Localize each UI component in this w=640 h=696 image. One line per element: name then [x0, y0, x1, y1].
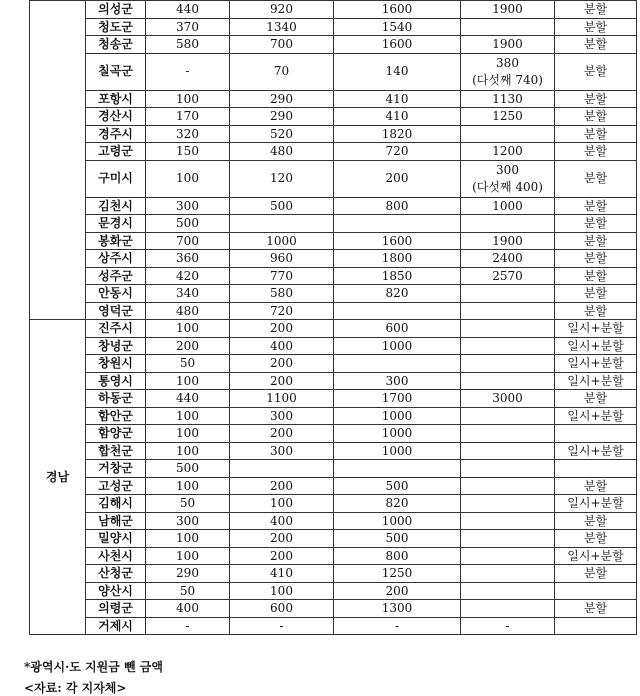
fourth-child-amount — [461, 425, 555, 443]
payment-method: 분할 — [555, 512, 637, 530]
second-child-amount: 200 — [230, 547, 334, 565]
third-child-amount: 600 — [334, 320, 461, 338]
payment-method — [555, 460, 637, 478]
first-child-amount: 100 — [146, 407, 230, 425]
payment-method: 일시+분할 — [555, 547, 637, 565]
municipality-cell: 거제시 — [86, 617, 146, 635]
fourth-child-amount — [461, 547, 555, 565]
payment-method: 분할 — [555, 250, 637, 268]
municipality-cell: 합천군 — [86, 442, 146, 460]
second-child-amount: - — [230, 617, 334, 635]
table-row — [30, 285, 637, 303]
payment-method — [555, 582, 637, 600]
municipality-cell: 통영시 — [86, 372, 146, 390]
second-child-amount: 200 — [230, 355, 334, 373]
fourth-child-amount: 1250 — [461, 108, 555, 126]
payment-method: 분할 — [555, 143, 637, 161]
table-row — [30, 90, 637, 108]
table-row — [30, 125, 637, 143]
table-row — [30, 108, 637, 126]
third-child-amount: - — [334, 617, 461, 635]
first-child-amount: 300 — [146, 512, 230, 530]
third-child-amount: 1600 — [334, 232, 461, 250]
payment-method: 분할 — [555, 565, 637, 583]
first-child-amount: 440 — [146, 1, 230, 19]
second-child-amount: 720 — [230, 302, 334, 320]
payment-method — [555, 617, 637, 635]
second-child-amount: 400 — [230, 337, 334, 355]
first-child-amount: 50 — [146, 355, 230, 373]
table-row — [30, 582, 637, 600]
second-child-amount: 600 — [230, 600, 334, 618]
footnote: *광역시·도 지원금 뺀 금액 — [24, 660, 163, 674]
third-child-amount: 1000 — [334, 407, 461, 425]
fourth-child-amount — [461, 442, 555, 460]
second-child-amount: 100 — [230, 495, 334, 513]
payment-method: 분할 — [555, 18, 637, 36]
payment-method — [555, 425, 637, 443]
first-child-amount: 100 — [146, 530, 230, 548]
first-child-amount: - — [146, 53, 230, 90]
third-child-amount: 1000 — [334, 337, 461, 355]
municipality-cell: 의성군 — [86, 1, 146, 19]
municipality-cell: 하동군 — [86, 390, 146, 408]
third-child-amount: 200 — [334, 582, 461, 600]
second-child-amount: 200 — [230, 425, 334, 443]
payment-method: 분할 — [555, 477, 637, 495]
table-row — [30, 495, 637, 513]
payment-method: 일시+분할 — [555, 442, 637, 460]
second-child-amount: 200 — [230, 372, 334, 390]
third-child-amount: 1000 — [334, 442, 461, 460]
municipality-cell: 포항시 — [86, 90, 146, 108]
table-row — [30, 320, 637, 338]
municipality-cell: 구미시 — [86, 160, 146, 197]
second-child-amount: 480 — [230, 143, 334, 161]
fourth-child-amount: 1130 — [461, 90, 555, 108]
payment-method: 분할 — [555, 108, 637, 126]
municipality-cell: 경주시 — [86, 125, 146, 143]
third-child-amount: 500 — [334, 530, 461, 548]
fourth-child-amount — [461, 530, 555, 548]
first-child-amount: 700 — [146, 232, 230, 250]
payment-method: 일시+분할 — [555, 495, 637, 513]
second-child-amount: 920 — [230, 1, 334, 19]
payment-method: 분할 — [555, 160, 637, 197]
fourth-child-amount-value: 300 — [496, 162, 519, 177]
fourth-child-amount — [461, 495, 555, 513]
table-row — [30, 232, 637, 250]
table-row — [30, 143, 637, 161]
payment-method: 일시+분할 — [555, 355, 637, 373]
third-child-amount: 140 — [334, 53, 461, 90]
municipality-cell: 함안군 — [86, 407, 146, 425]
support-table — [29, 0, 637, 635]
third-child-amount: 1000 — [334, 425, 461, 443]
table-row — [30, 530, 637, 548]
second-child-amount: 500 — [230, 197, 334, 215]
first-child-amount: 100 — [146, 320, 230, 338]
municipality-cell: 거창군 — [86, 460, 146, 478]
municipality-cell: 김해시 — [86, 495, 146, 513]
fourth-child-amount: 1900 — [461, 1, 555, 19]
second-child-amount: 1100 — [230, 390, 334, 408]
first-child-amount: 500 — [146, 460, 230, 478]
table-row — [30, 36, 637, 54]
fourth-child-amount: - — [461, 617, 555, 635]
second-child-amount: 300 — [230, 442, 334, 460]
municipality-cell: 청송군 — [86, 36, 146, 54]
municipality-cell: 창녕군 — [86, 337, 146, 355]
municipality-cell: 성주군 — [86, 267, 146, 285]
source-note: <자료: 각 지자체> — [24, 681, 127, 695]
fifth-child-note: (다섯째 740) — [472, 72, 543, 87]
first-child-amount: 400 — [146, 600, 230, 618]
fourth-child-amount — [461, 477, 555, 495]
fourth-child-amount: 1000 — [461, 197, 555, 215]
municipality-cell: 산청군 — [86, 565, 146, 583]
table-row — [30, 617, 637, 635]
fourth-child-amount — [461, 355, 555, 373]
third-child-amount: 500 — [334, 477, 461, 495]
first-child-amount: 370 — [146, 18, 230, 36]
second-child-amount: 520 — [230, 125, 334, 143]
first-child-amount: 50 — [146, 495, 230, 513]
municipality-cell: 남해군 — [86, 512, 146, 530]
payment-method: 분할 — [555, 285, 637, 303]
fourth-child-amount: 2400 — [461, 250, 555, 268]
payment-method: 분할 — [555, 215, 637, 233]
third-child-amount: 200 — [334, 160, 461, 197]
municipality-cell: 의령군 — [86, 600, 146, 618]
third-child-amount: 1850 — [334, 267, 461, 285]
first-child-amount: 500 — [146, 215, 230, 233]
third-child-amount: 800 — [334, 197, 461, 215]
third-child-amount: 1700 — [334, 390, 461, 408]
fourth-child-amount — [461, 600, 555, 618]
third-child-amount: 1820 — [334, 125, 461, 143]
table-row — [30, 565, 637, 583]
table-row — [30, 302, 637, 320]
municipality-cell: 문경시 — [86, 215, 146, 233]
payment-method: 분할 — [555, 600, 637, 618]
fourth-child-amount — [461, 160, 555, 197]
first-child-amount: 340 — [146, 285, 230, 303]
table-row — [30, 337, 637, 355]
table-row — [30, 53, 637, 90]
payment-method: 분할 — [555, 1, 637, 19]
second-child-amount: 1000 — [230, 232, 334, 250]
table-row — [30, 355, 637, 373]
third-child-amount — [334, 460, 461, 478]
third-child-amount: 800 — [334, 547, 461, 565]
fourth-child-amount: 2570 — [461, 267, 555, 285]
fourth-child-amount — [461, 582, 555, 600]
second-child-amount: 290 — [230, 90, 334, 108]
table-row — [30, 512, 637, 530]
municipality-cell: 사천시 — [86, 547, 146, 565]
fourth-child-amount — [461, 565, 555, 583]
fourth-child-amount — [461, 53, 555, 90]
municipality-cell: 양산시 — [86, 582, 146, 600]
municipality-cell: 봉화군 — [86, 232, 146, 250]
fourth-child-amount — [461, 125, 555, 143]
third-child-amount: 1000 — [334, 512, 461, 530]
fourth-child-amount — [461, 337, 555, 355]
payment-method: 일시+분할 — [555, 337, 637, 355]
second-child-amount: 290 — [230, 108, 334, 126]
table-row — [30, 267, 637, 285]
municipality-cell: 청도군 — [86, 18, 146, 36]
second-child-amount: 200 — [230, 477, 334, 495]
payment-method: 일시+분할 — [555, 320, 637, 338]
table-row — [30, 460, 637, 478]
second-child-amount: 400 — [230, 512, 334, 530]
fourth-child-amount — [461, 512, 555, 530]
table-row — [30, 442, 637, 460]
fourth-child-amount — [461, 285, 555, 303]
second-child-amount: 960 — [230, 250, 334, 268]
first-child-amount: 100 — [146, 160, 230, 197]
table-row — [30, 1, 637, 19]
fourth-child-amount: 1200 — [461, 143, 555, 161]
municipality-cell: 칠곡군 — [86, 53, 146, 90]
second-child-amount: 200 — [230, 320, 334, 338]
payment-method: 분할 — [555, 232, 637, 250]
table-row — [30, 372, 637, 390]
first-child-amount: - — [146, 617, 230, 635]
table-row — [30, 547, 637, 565]
municipality-cell: 고령군 — [86, 143, 146, 161]
third-child-amount: 820 — [334, 495, 461, 513]
municipality-cell: 안동시 — [86, 285, 146, 303]
second-child-amount: 200 — [230, 530, 334, 548]
second-child-amount: 770 — [230, 267, 334, 285]
second-child-amount: 70 — [230, 53, 334, 90]
fourth-child-amount — [461, 320, 555, 338]
fourth-child-amount: 3000 — [461, 390, 555, 408]
fourth-child-amount — [461, 215, 555, 233]
first-child-amount: 100 — [146, 90, 230, 108]
municipality-cell: 상주시 — [86, 250, 146, 268]
table-row — [30, 197, 637, 215]
region-cell — [30, 1, 86, 320]
municipality-cell: 밀양시 — [86, 530, 146, 548]
first-child-amount: 480 — [146, 302, 230, 320]
third-child-amount — [334, 355, 461, 373]
payment-method: 분할 — [555, 125, 637, 143]
first-child-amount: 50 — [146, 582, 230, 600]
first-child-amount: 420 — [146, 267, 230, 285]
payment-method: 일시+분할 — [555, 407, 637, 425]
third-child-amount: 1300 — [334, 600, 461, 618]
table-row — [30, 477, 637, 495]
fourth-child-amount — [461, 372, 555, 390]
fourth-child-amount-value: 380 — [496, 55, 519, 70]
first-child-amount: 440 — [146, 390, 230, 408]
table-row — [30, 18, 637, 36]
third-child-amount: 1800 — [334, 250, 461, 268]
first-child-amount: 200 — [146, 337, 230, 355]
table-row — [30, 600, 637, 618]
third-child-amount: 1540 — [334, 18, 461, 36]
first-child-amount: 100 — [146, 442, 230, 460]
third-child-amount — [334, 215, 461, 233]
first-child-amount: 300 — [146, 197, 230, 215]
second-child-amount: 700 — [230, 36, 334, 54]
third-child-amount: 410 — [334, 90, 461, 108]
fourth-child-amount — [461, 18, 555, 36]
municipality-cell: 진주시 — [86, 320, 146, 338]
second-child-amount: 580 — [230, 285, 334, 303]
region-cell: 경남 — [30, 320, 86, 635]
payment-method: 분할 — [555, 53, 637, 90]
third-child-amount: 410 — [334, 108, 461, 126]
fourth-child-amount — [461, 302, 555, 320]
table-row — [30, 407, 637, 425]
third-child-amount: 820 — [334, 285, 461, 303]
payment-method: 분할 — [555, 267, 637, 285]
second-child-amount: 300 — [230, 407, 334, 425]
third-child-amount: 300 — [334, 372, 461, 390]
fourth-child-amount: 1900 — [461, 36, 555, 54]
payment-method: 분할 — [555, 390, 637, 408]
table-row — [30, 215, 637, 233]
first-child-amount: 100 — [146, 425, 230, 443]
municipality-cell: 함양군 — [86, 425, 146, 443]
first-child-amount: 580 — [146, 36, 230, 54]
table-row — [30, 160, 637, 197]
second-child-amount: 100 — [230, 582, 334, 600]
first-child-amount: 100 — [146, 372, 230, 390]
fourth-child-amount: 1900 — [461, 232, 555, 250]
second-child-amount: 1340 — [230, 18, 334, 36]
first-child-amount: 100 — [146, 477, 230, 495]
second-child-amount: 120 — [230, 160, 334, 197]
second-child-amount: 410 — [230, 565, 334, 583]
municipality-cell: 고성군 — [86, 477, 146, 495]
payment-method: 분할 — [555, 302, 637, 320]
municipality-cell: 영덕군 — [86, 302, 146, 320]
first-child-amount: 100 — [146, 547, 230, 565]
third-child-amount: 720 — [334, 143, 461, 161]
fourth-child-amount — [461, 460, 555, 478]
payment-method: 분할 — [555, 36, 637, 54]
municipality-cell: 김천시 — [86, 197, 146, 215]
third-child-amount: 1600 — [334, 1, 461, 19]
payment-method: 분할 — [555, 197, 637, 215]
municipality-cell: 경산시 — [86, 108, 146, 126]
municipality-cell: 창원시 — [86, 355, 146, 373]
second-child-amount — [230, 215, 334, 233]
third-child-amount — [334, 302, 461, 320]
first-child-amount: 170 — [146, 108, 230, 126]
third-child-amount: 1250 — [334, 565, 461, 583]
payment-method: 분할 — [555, 90, 637, 108]
payment-method: 일시+분할 — [555, 372, 637, 390]
first-child-amount: 320 — [146, 125, 230, 143]
first-child-amount: 290 — [146, 565, 230, 583]
fifth-child-note: (다섯째 400) — [472, 179, 543, 194]
table-row — [30, 425, 637, 443]
first-child-amount: 360 — [146, 250, 230, 268]
payment-method: 분할 — [555, 530, 637, 548]
second-child-amount — [230, 460, 334, 478]
fourth-child-amount — [461, 407, 555, 425]
first-child-amount: 150 — [146, 143, 230, 161]
third-child-amount: 1600 — [334, 36, 461, 54]
table-row — [30, 390, 637, 408]
table-row — [30, 250, 637, 268]
